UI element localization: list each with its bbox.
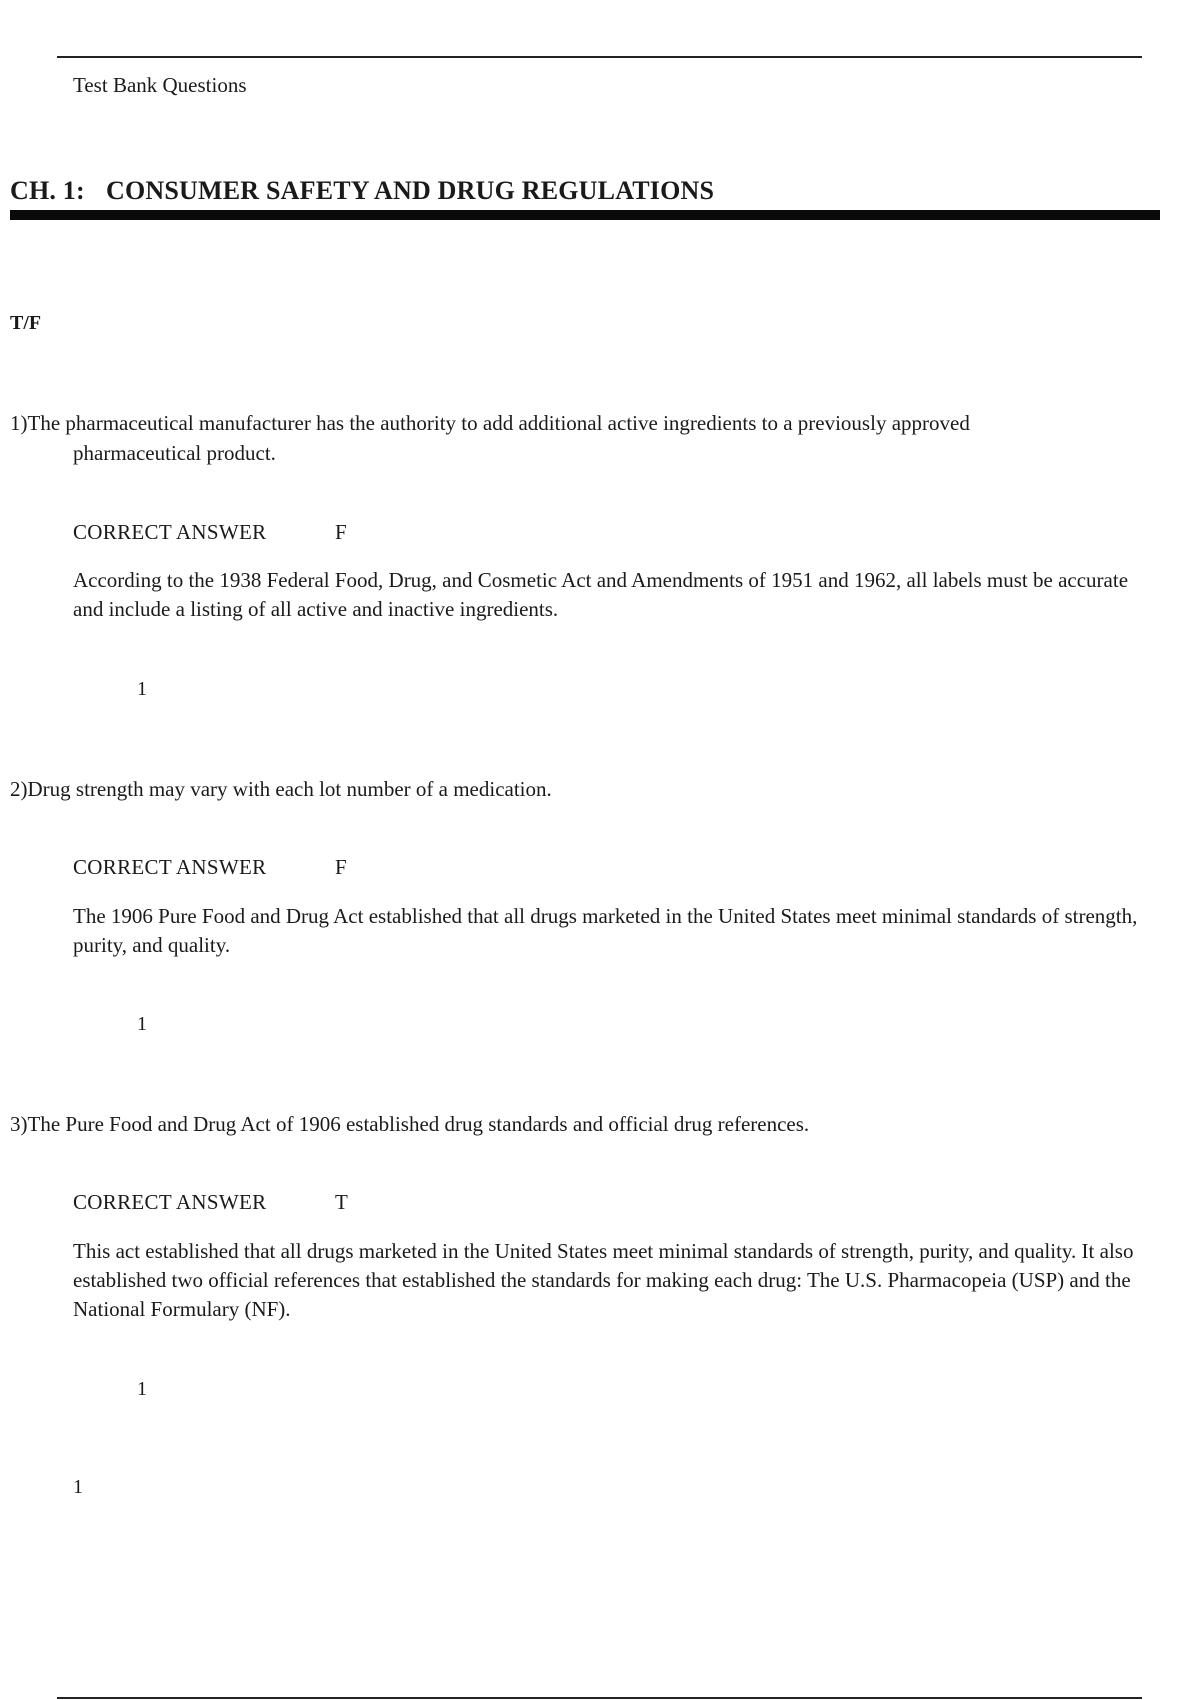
running-header: Test Bank Questions [73,73,247,97]
question-marker-2: 1 [137,1013,147,1035]
explanation-2: The 1906 Pure Food and Drug Act established that all drugs marketed in the United States meet minimal standards of strength, purity, and quality. [73,904,1138,957]
question-marker-3: 1 [137,1378,147,1400]
answer-label: CORRECT ANSWER [73,520,267,544]
question-1 [10,408,1140,468]
question-number: 1) [10,411,28,435]
question-number: 3) [10,1112,28,1136]
question-text-line1: Drug strength may vary with each lot number of a medication. [27,777,552,801]
answer-row-3 [73,1190,348,1215]
chapter-name: CONSUMER SAFETY AND DRUG REGULATIONS [106,176,715,205]
section-label: T/F [10,312,42,334]
answer-value: F [335,855,347,879]
question-3 [10,1109,1140,1139]
question-text-line2: pharmaceutical product. [73,441,276,465]
explanation-1: According to the 1938 Federal Food, Drug, and Cosmetic Act and Amendments of 1951 and 1962, all labels must be accurate and include a listing of all active and inactive ingredients. [73,568,1129,621]
chapter-number: CH. 1: [10,176,85,205]
question-text-line1: The pharmaceutical manufacturer has the authority to add additional active ingredients to a previously approved [27,411,970,435]
page-number: 1 [73,1476,83,1498]
question-2 [10,774,1140,804]
explanation-3: This act established that all drugs marketed in the United States meet minimal standards of strength, purity, and quality. It also established two official references that established the standards for making each drug: The U.S. Pharmacopeia (USP) and the National Formulary (NF). [73,1239,1134,1321]
chapter-title [10,176,714,206]
question-text-line1: The Pure Food and Drug Act of 1906 established drug standards and official drug references. [27,1112,810,1136]
answer-value: F [335,520,347,544]
answer-value: T [335,1190,348,1214]
answer-row-1 [73,520,347,545]
question-number: 2) [10,777,28,801]
top-rule [57,56,1142,58]
answer-row-2 [73,855,347,880]
answer-label: CORRECT ANSWER [73,855,267,879]
answer-label: CORRECT ANSWER [73,1190,267,1214]
question-marker-1: 1 [137,678,147,700]
chapter-underline-bar [10,210,1160,220]
bottom-rule [57,1697,1142,1699]
